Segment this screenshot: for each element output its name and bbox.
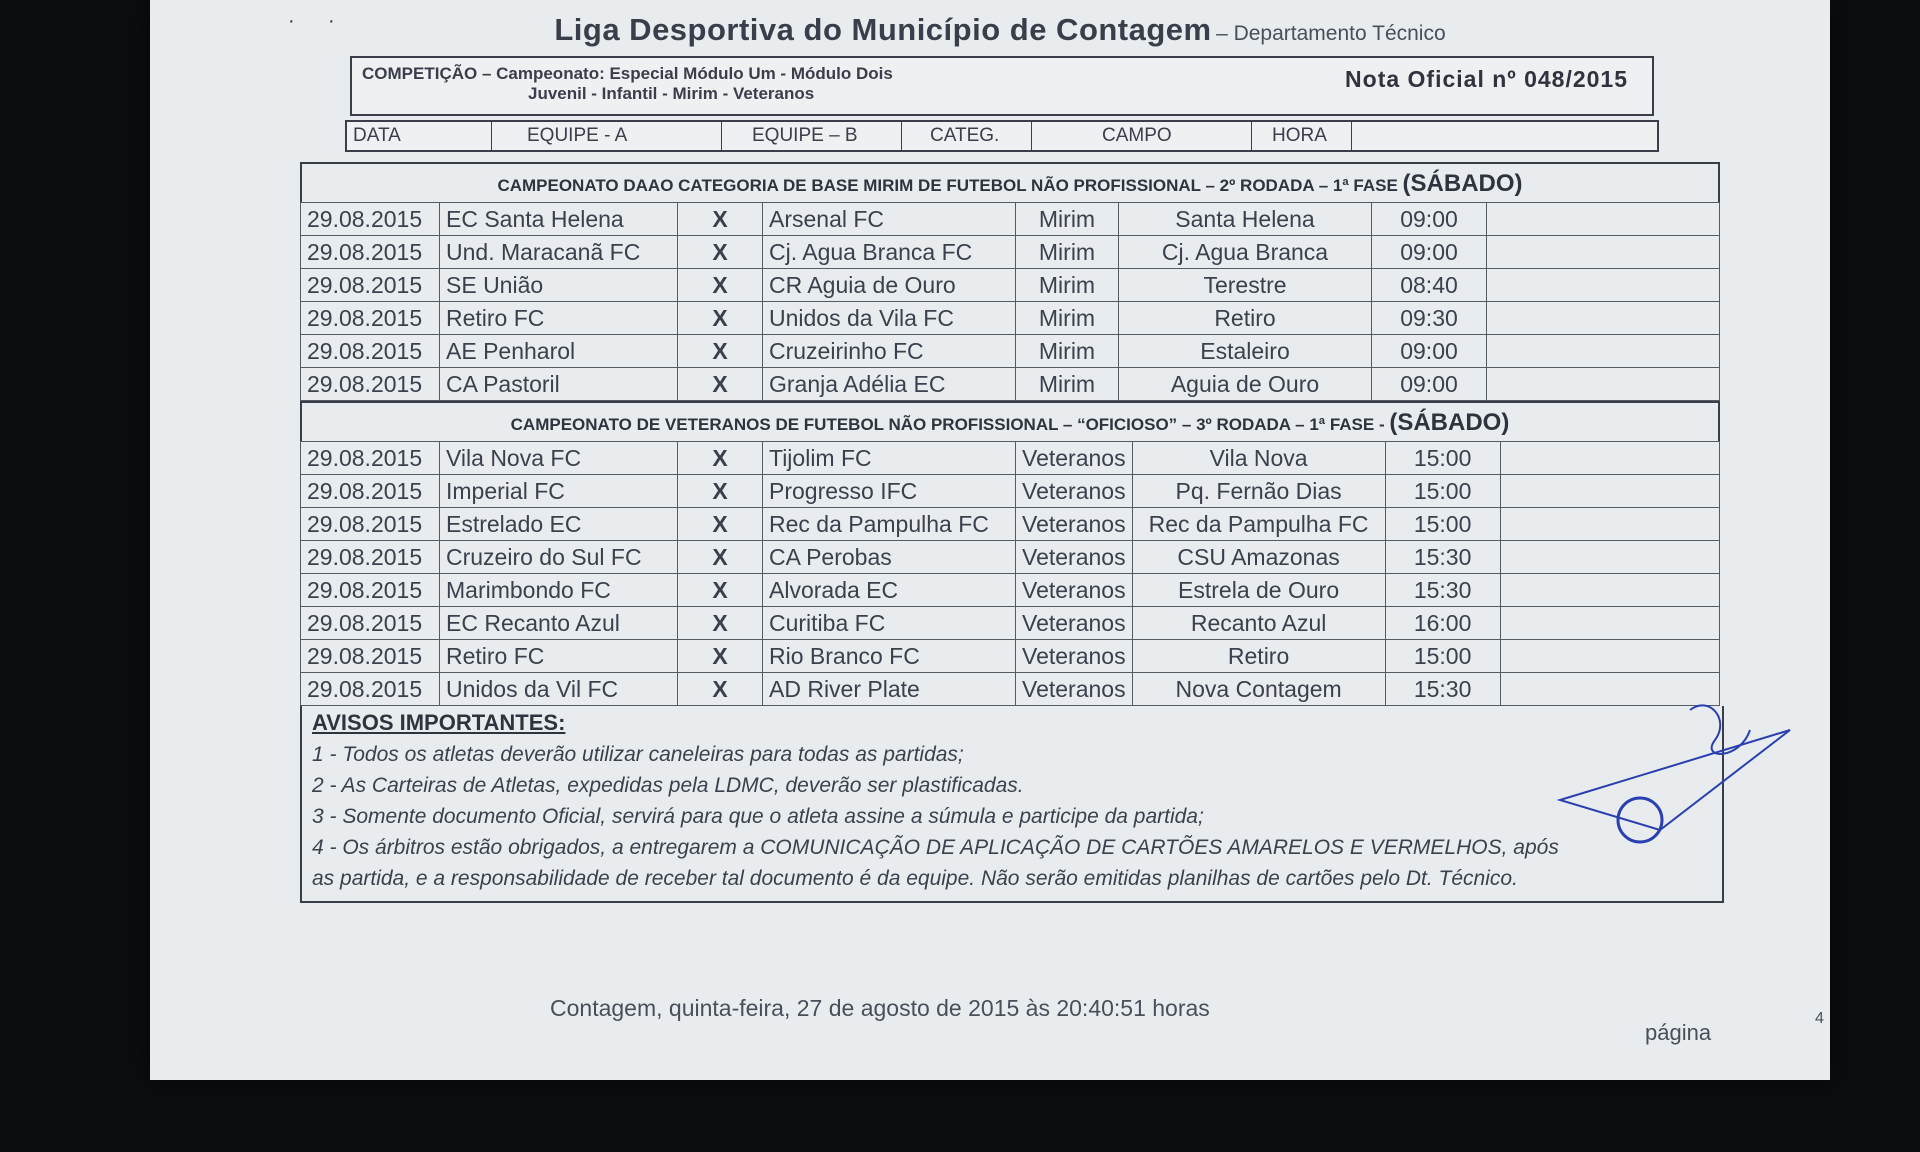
game-time: 15:30 xyxy=(1385,541,1500,574)
field-name: Retiro xyxy=(1132,640,1385,673)
game-date: 29.08.2015 xyxy=(301,541,440,574)
game-time: 09:30 xyxy=(1372,302,1487,335)
game-time: 15:00 xyxy=(1385,508,1500,541)
aviso-item: 3 - Somente documento Oficial, servirá para que o atleta assine a súmula e participe da partida; xyxy=(312,805,1204,828)
team-b: AD River Plate xyxy=(763,673,1016,706)
team-a: CA Pastoril xyxy=(440,368,678,401)
empty-cell xyxy=(1500,640,1719,673)
table-row xyxy=(301,574,1720,607)
empty-cell xyxy=(1500,475,1719,508)
category: Mirim xyxy=(1016,368,1119,401)
table-row xyxy=(301,203,1720,236)
team-b: Arsenal FC xyxy=(763,203,1016,236)
field-name: Vila Nova xyxy=(1132,442,1385,475)
empty-cell xyxy=(1487,302,1720,335)
category: Mirim xyxy=(1016,203,1119,236)
game-time: 09:00 xyxy=(1372,335,1487,368)
versus-mark: X xyxy=(678,640,763,673)
team-a: EC Santa Helena xyxy=(440,203,678,236)
document-subtitle: – Departamento Técnico xyxy=(1216,22,1446,45)
game-date: 29.08.2015 xyxy=(301,640,440,673)
game-date: 29.08.2015 xyxy=(301,508,440,541)
team-b: Alvorada EC xyxy=(763,574,1016,607)
field-name: Santa Helena xyxy=(1119,203,1372,236)
document-content xyxy=(230,12,1730,903)
table-row xyxy=(301,541,1720,574)
category: Veteranos xyxy=(1016,574,1133,607)
aviso-item-continuation: as partida, e a responsabilidade de receber tal documento é da equipe. Não serão emitidas planilhas de cartões pelo Dt. Técnico. xyxy=(312,867,1518,890)
section-title-text: CAMPEONATO DE VETERANOS DE FUTEBOL NÃO PROFISSIONAL – “OFICIOSO” – 3º RODADA – 1ª FASE - xyxy=(510,415,1385,434)
columns-header xyxy=(345,120,1659,152)
empty-cell xyxy=(1487,269,1720,302)
team-a: Retiro FC xyxy=(440,302,678,335)
nota-oficial: Nota Oficial nº 048/2015 xyxy=(1345,66,1628,92)
field-name: Aguia de Ouro xyxy=(1119,368,1372,401)
game-date: 29.08.2015 xyxy=(301,269,440,302)
schedule-sections xyxy=(300,162,1720,706)
versus-mark: X xyxy=(678,673,763,706)
team-a: Und. Maracanã FC xyxy=(440,236,678,269)
team-a: Estrelado EC xyxy=(440,508,678,541)
team-b: CR Aguia de Ouro xyxy=(763,269,1016,302)
col-header-data: DATA xyxy=(347,122,492,150)
game-time: 16:00 xyxy=(1385,607,1500,640)
empty-cell xyxy=(1487,335,1720,368)
game-time: 15:30 xyxy=(1385,574,1500,607)
versus-mark: X xyxy=(678,203,763,236)
game-time: 15:30 xyxy=(1385,673,1500,706)
col-header-equipe-b: EQUIPE – B xyxy=(722,122,902,150)
col-header-hora: HORA xyxy=(1252,122,1352,150)
field-name: Terestre xyxy=(1119,269,1372,302)
table-row xyxy=(301,236,1720,269)
section-title-text: CAMPEONATO DAAO CATEGORIA DE BASE MIRIM DE FUTEBOL NÃO PROFISSIONAL – 2º RODADA – 1ª FASE xyxy=(497,176,1398,195)
footer-pagina: página xyxy=(1645,1020,1712,1045)
versus-mark: X xyxy=(678,475,763,508)
field-name: CSU Amazonas xyxy=(1132,541,1385,574)
game-time: 09:00 xyxy=(1372,236,1487,269)
category: Mirim xyxy=(1016,335,1119,368)
table-row xyxy=(301,442,1720,475)
document-title: Liga Desportiva do Município de Contagem xyxy=(554,12,1212,47)
team-a: Vila Nova FC xyxy=(440,442,678,475)
team-b: Cruzeirinho FC xyxy=(763,335,1016,368)
team-a: Unidos da Vil FC xyxy=(440,673,678,706)
aviso-item: 1 - Todos os atletas deverão utilizar caneleiras para todas as partidas; xyxy=(312,743,964,766)
game-date: 29.08.2015 xyxy=(301,607,440,640)
team-b: Unidos da Vila FC xyxy=(763,302,1016,335)
section-title xyxy=(300,401,1720,441)
table-row xyxy=(301,607,1720,640)
competition-box xyxy=(350,56,1654,116)
competition-text xyxy=(362,64,893,104)
versus-mark: X xyxy=(678,368,763,401)
category: Veteranos xyxy=(1016,442,1133,475)
table-row xyxy=(301,673,1720,706)
team-a: SE União xyxy=(440,269,678,302)
category: Mirim xyxy=(1016,236,1119,269)
team-a: Cruzeiro do Sul FC xyxy=(440,541,678,574)
category: Mirim xyxy=(1016,269,1119,302)
field-name: Estrela de Ouro xyxy=(1132,574,1385,607)
game-date: 29.08.2015 xyxy=(301,574,440,607)
games-table xyxy=(300,441,1720,706)
empty-cell xyxy=(1487,236,1720,269)
game-date: 29.08.2015 xyxy=(301,475,440,508)
empty-cell xyxy=(1500,607,1719,640)
game-date: 29.08.2015 xyxy=(301,368,440,401)
team-b: CA Perobas xyxy=(763,541,1016,574)
section-day: (SÁBADO) xyxy=(1389,409,1510,436)
stamp-triangle xyxy=(1560,730,1790,830)
field-name: Rec da Pampulha FC xyxy=(1132,508,1385,541)
versus-mark: X xyxy=(678,508,763,541)
game-time: 09:00 xyxy=(1372,203,1487,236)
versus-mark: X xyxy=(678,541,763,574)
table-row xyxy=(301,335,1720,368)
category: Veteranos xyxy=(1016,541,1133,574)
col-header-categ: CATEG. xyxy=(902,122,1032,150)
category: Veteranos xyxy=(1016,508,1133,541)
game-time: 09:00 xyxy=(1372,368,1487,401)
table-row xyxy=(301,269,1720,302)
competition-line-1: COMPETIÇÃO – Campeonato: Especial Módulo Um - Módulo Dois xyxy=(362,64,893,83)
avisos-title: AVISOS IMPORTANTES: xyxy=(312,710,566,735)
document-page xyxy=(150,0,1830,1080)
empty-cell xyxy=(1500,508,1719,541)
field-name: Recanto Azul xyxy=(1132,607,1385,640)
team-b: Cj. Agua Branca FC xyxy=(763,236,1016,269)
category: Veteranos xyxy=(1016,475,1133,508)
field-name: Cj. Agua Branca xyxy=(1119,236,1372,269)
versus-mark: X xyxy=(678,302,763,335)
field-name: Retiro xyxy=(1119,302,1372,335)
versus-mark: X xyxy=(678,269,763,302)
game-time: 15:00 xyxy=(1385,442,1500,475)
punch-marks: · · xyxy=(288,10,335,32)
games-table xyxy=(300,202,1720,401)
empty-cell xyxy=(1500,541,1719,574)
team-b: Rec da Pampulha FC xyxy=(763,508,1016,541)
document-header xyxy=(270,12,1730,48)
team-b: Granja Adélia EC xyxy=(763,368,1016,401)
col-header-campo: CAMPO xyxy=(1032,122,1252,150)
game-date: 29.08.2015 xyxy=(301,203,440,236)
category: Veteranos xyxy=(1016,607,1133,640)
versus-mark: X xyxy=(678,607,763,640)
versus-mark: X xyxy=(678,574,763,607)
table-row xyxy=(301,302,1720,335)
game-date: 29.08.2015 xyxy=(301,302,440,335)
col-header-blank xyxy=(1352,122,1657,150)
table-row xyxy=(301,368,1720,401)
empty-cell xyxy=(1500,574,1719,607)
section-day: (SÁBADO) xyxy=(1402,170,1523,197)
game-time: 15:00 xyxy=(1385,640,1500,673)
footer-date: Contagem, quinta-feira, 27 de agosto de 2015 às 20:40:51 horas xyxy=(550,995,1210,1021)
team-a: EC Recanto Azul xyxy=(440,607,678,640)
versus-mark: X xyxy=(678,442,763,475)
team-b: Curitiba FC xyxy=(763,607,1016,640)
section-title xyxy=(300,162,1720,202)
handwritten-signature xyxy=(1690,705,1750,754)
empty-cell xyxy=(1487,368,1720,401)
empty-cell xyxy=(1487,203,1720,236)
aviso-item: 4 - Os árbitros estão obrigados, a entregarem a COMUNICAÇÃO DE APLICAÇÃO DE CARTÕES AMARELOS E VERMELHOS, após xyxy=(312,836,1559,859)
signature-stamp xyxy=(1540,700,1820,865)
category: Mirim xyxy=(1016,302,1119,335)
team-a: Retiro FC xyxy=(440,640,678,673)
team-b: Progresso IFC xyxy=(763,475,1016,508)
table-row xyxy=(301,508,1720,541)
field-name: Pq. Fernão Dias xyxy=(1132,475,1385,508)
avisos-box xyxy=(300,706,1724,903)
field-name: Estaleiro xyxy=(1119,335,1372,368)
table-row xyxy=(301,475,1720,508)
team-b: Tijolim FC xyxy=(763,442,1016,475)
category: Veteranos xyxy=(1016,640,1133,673)
game-date: 29.08.2015 xyxy=(301,673,440,706)
team-b: Rio Branco FC xyxy=(763,640,1016,673)
page-number: 4 xyxy=(1815,1010,1824,1027)
table-row xyxy=(301,640,1720,673)
aviso-item: 2 - As Carteiras de Atletas, expedidas pela LDMC, deverão ser plastificadas. xyxy=(312,774,1024,797)
game-time: 15:00 xyxy=(1385,475,1500,508)
col-header-equipe-a: EQUIPE - A xyxy=(492,122,722,150)
category: Veteranos xyxy=(1016,673,1133,706)
game-date: 29.08.2015 xyxy=(301,236,440,269)
game-date: 29.08.2015 xyxy=(301,335,440,368)
game-date: 29.08.2015 xyxy=(301,442,440,475)
field-name: Nova Contagem xyxy=(1132,673,1385,706)
empty-cell xyxy=(1500,442,1719,475)
versus-mark: X xyxy=(678,335,763,368)
team-a: Marimbondo FC xyxy=(440,574,678,607)
competition-line-2: Juvenil - Infantil - Mirim - Veteranos xyxy=(528,84,815,103)
stamp-graphic xyxy=(1540,700,1820,860)
versus-mark: X xyxy=(678,236,763,269)
team-a: Imperial FC xyxy=(440,475,678,508)
game-time: 08:40 xyxy=(1372,269,1487,302)
team-a: AE Penharol xyxy=(440,335,678,368)
